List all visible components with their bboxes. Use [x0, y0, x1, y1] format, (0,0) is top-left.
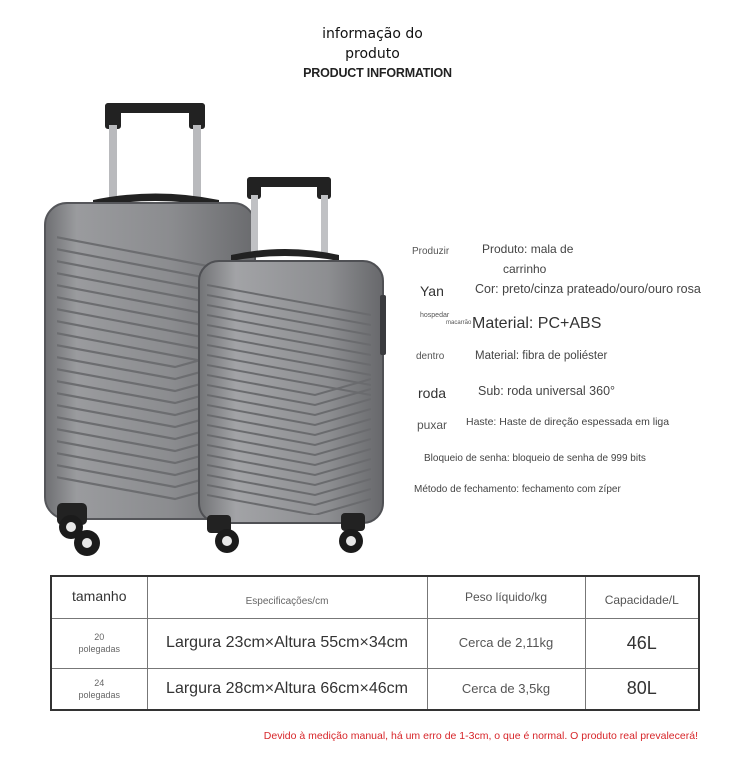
row-spec: Largura 28cm×Altura 66cm×46cm — [147, 668, 427, 710]
produzir-value-line2: carrinho — [503, 262, 547, 276]
yan-value: Cor: preto/cinza prateado/ouro/ouro rosa — [475, 282, 701, 296]
header-weight: Peso líquido/kg — [427, 576, 585, 618]
row-size: 20 polegadas — [51, 618, 147, 668]
row-weight: Cerca de 2,11kg — [427, 618, 585, 668]
table-header-row — [51, 576, 699, 618]
luggage-illustration — [35, 95, 395, 565]
roda-value: Sub: roda universal 360° — [478, 384, 616, 398]
title-pt-line1: informação do — [322, 26, 423, 42]
row-size: 24 polegadas — [51, 668, 147, 710]
roda-label: roda — [418, 385, 447, 401]
material-value: Material: PC+ABS — [472, 315, 602, 332]
yan-label: Yan — [420, 283, 444, 299]
dentro-value: Material: fibra de poliéster — [475, 350, 608, 362]
title-pt-line2: produto — [345, 46, 400, 62]
row-weight: Cerca de 3,5kg — [427, 668, 585, 710]
header-capacity: Capacidade/L — [585, 576, 699, 618]
title-en: PRODUCT INFORMATION — [303, 66, 452, 80]
row-capacity: 80L — [585, 668, 699, 710]
page-title — [300, 24, 445, 64]
table-row — [51, 618, 699, 668]
closure-line: Método de fechamento: fechamento com zíper — [414, 484, 621, 495]
dentro-label: dentro — [416, 351, 445, 362]
puxar-label: puxar — [417, 418, 448, 432]
produzir-value-line1: Produto: mala de — [482, 242, 574, 256]
macarrao-label: macarrão — [446, 320, 472, 326]
hospedar-label: hospedar — [420, 312, 450, 319]
table-row — [51, 668, 699, 710]
produzir-label: Produzir — [412, 246, 450, 257]
lock-line: Bloqueio de senha: bloqueio de senha de 999 bits — [424, 453, 646, 464]
header-spec: Especificações/cm — [147, 576, 427, 618]
puxar-value: Haste: Haste de direção espessada em liga — [466, 416, 670, 428]
measurement-note: Devido à medição manual, há um erro de 1-3cm, o que é normal. O produto real prevalecerá! — [263, 730, 698, 742]
header-size: tamanho — [51, 576, 147, 618]
row-capacity: 46L — [585, 618, 699, 668]
row-spec: Largura 23cm×Altura 55cm×34cm — [147, 618, 427, 668]
size-table — [50, 575, 700, 711]
